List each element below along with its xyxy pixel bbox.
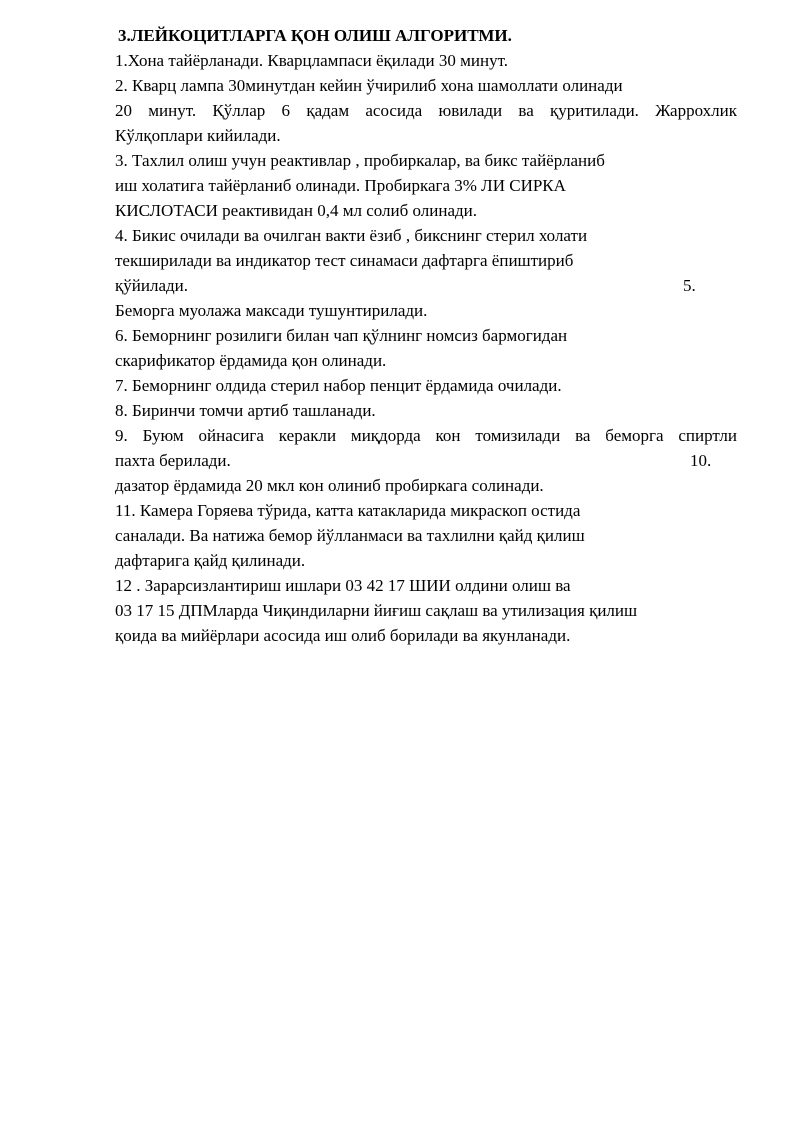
text-line-8: 4. Бикис очилади ва очилган вакти ёзиб , бикснинг стерил холати	[115, 226, 588, 245]
text-line-5: 3. Тахлил олиш учун реактивлар , пробиркалар, ва бикс тайёрланиб	[115, 151, 605, 170]
text-line-7: КИСЛОТАСИ реактивидан 0,4 мл солиб олинади.	[115, 201, 477, 220]
document-title: 3.ЛЕЙКОЦИТЛАРГА ҚОН ОЛИШ АЛГОРИТМИ.	[118, 26, 512, 45]
text-line-17: пахта берилади.	[115, 451, 231, 470]
text-line-20: саналади. Ва натижа бемор йўлланмаси ва тахлилни қайд қилиш	[115, 526, 585, 545]
text-line-10: қўйилади.	[115, 276, 188, 295]
text-line-23: 03 17 15 ДПМларда Чиқиндиларни йиғиш сақлаш ва утилизация қилиш	[115, 601, 638, 620]
text-line-3: 20 минут. Қўллар 6 қадам асосида ювилади ва қуритилади. Жаррохлик	[115, 101, 737, 120]
text-line-4: Кўлқоплари кийилади.	[115, 126, 281, 145]
text-line-6: иш холатига тайёрланиб олинади. Пробиркага 3% ЛИ СИРКА	[115, 176, 566, 195]
text-line-16: 9. Буюм ойнасига керакли миқдорда кон томизилади ва беморга спиртли	[115, 426, 737, 445]
text-line-21: дафтарига қайд қилинади.	[115, 551, 306, 570]
text-line-19: 11. Камера Горяева тўрида, катта катакларида микраскоп остида	[115, 501, 581, 520]
text-line-14: 7. Беморнинг олдида стерил набор пенцит ёрдамида очилади.	[115, 376, 562, 395]
text-line-11: Беморга муолажа максади тушунтирилади.	[115, 301, 428, 320]
text-line-22: 12 . Зарарсизлантириш ишлари 03 42 17 ШИИ олдини олиш ва	[115, 576, 571, 595]
text-line-1: 1.Хона тайёрланади. Кварцлампаси ёқилади 30 минут.	[115, 51, 509, 70]
text-line-18: дазатор ёрдамида 20 мкл кон олиниб пробиркага солинади.	[115, 476, 544, 495]
item-number-10: 10.	[690, 451, 712, 470]
text-line-15: 8. Биринчи томчи артиб ташланади.	[115, 401, 376, 420]
item-number-5: 5.	[683, 276, 696, 295]
text-line-24: қоида ва мийёрлари асосида иш олиб борилади ва якунланади.	[115, 626, 571, 645]
text-line-13: скарификатор ёрдамида қон олинади.	[115, 351, 387, 370]
text-line-12: 6. Беморнинг розилиги билан чап қўлнинг номсиз бармогидан	[115, 326, 568, 345]
text-line-2: 2. Кварц лампа 30минутдан кейин ўчирилиб хона шамоллати олинади	[115, 76, 623, 95]
text-line-9: текширилади ва индикатор тест синамаси дафтарга ёпиштириб	[115, 251, 574, 270]
